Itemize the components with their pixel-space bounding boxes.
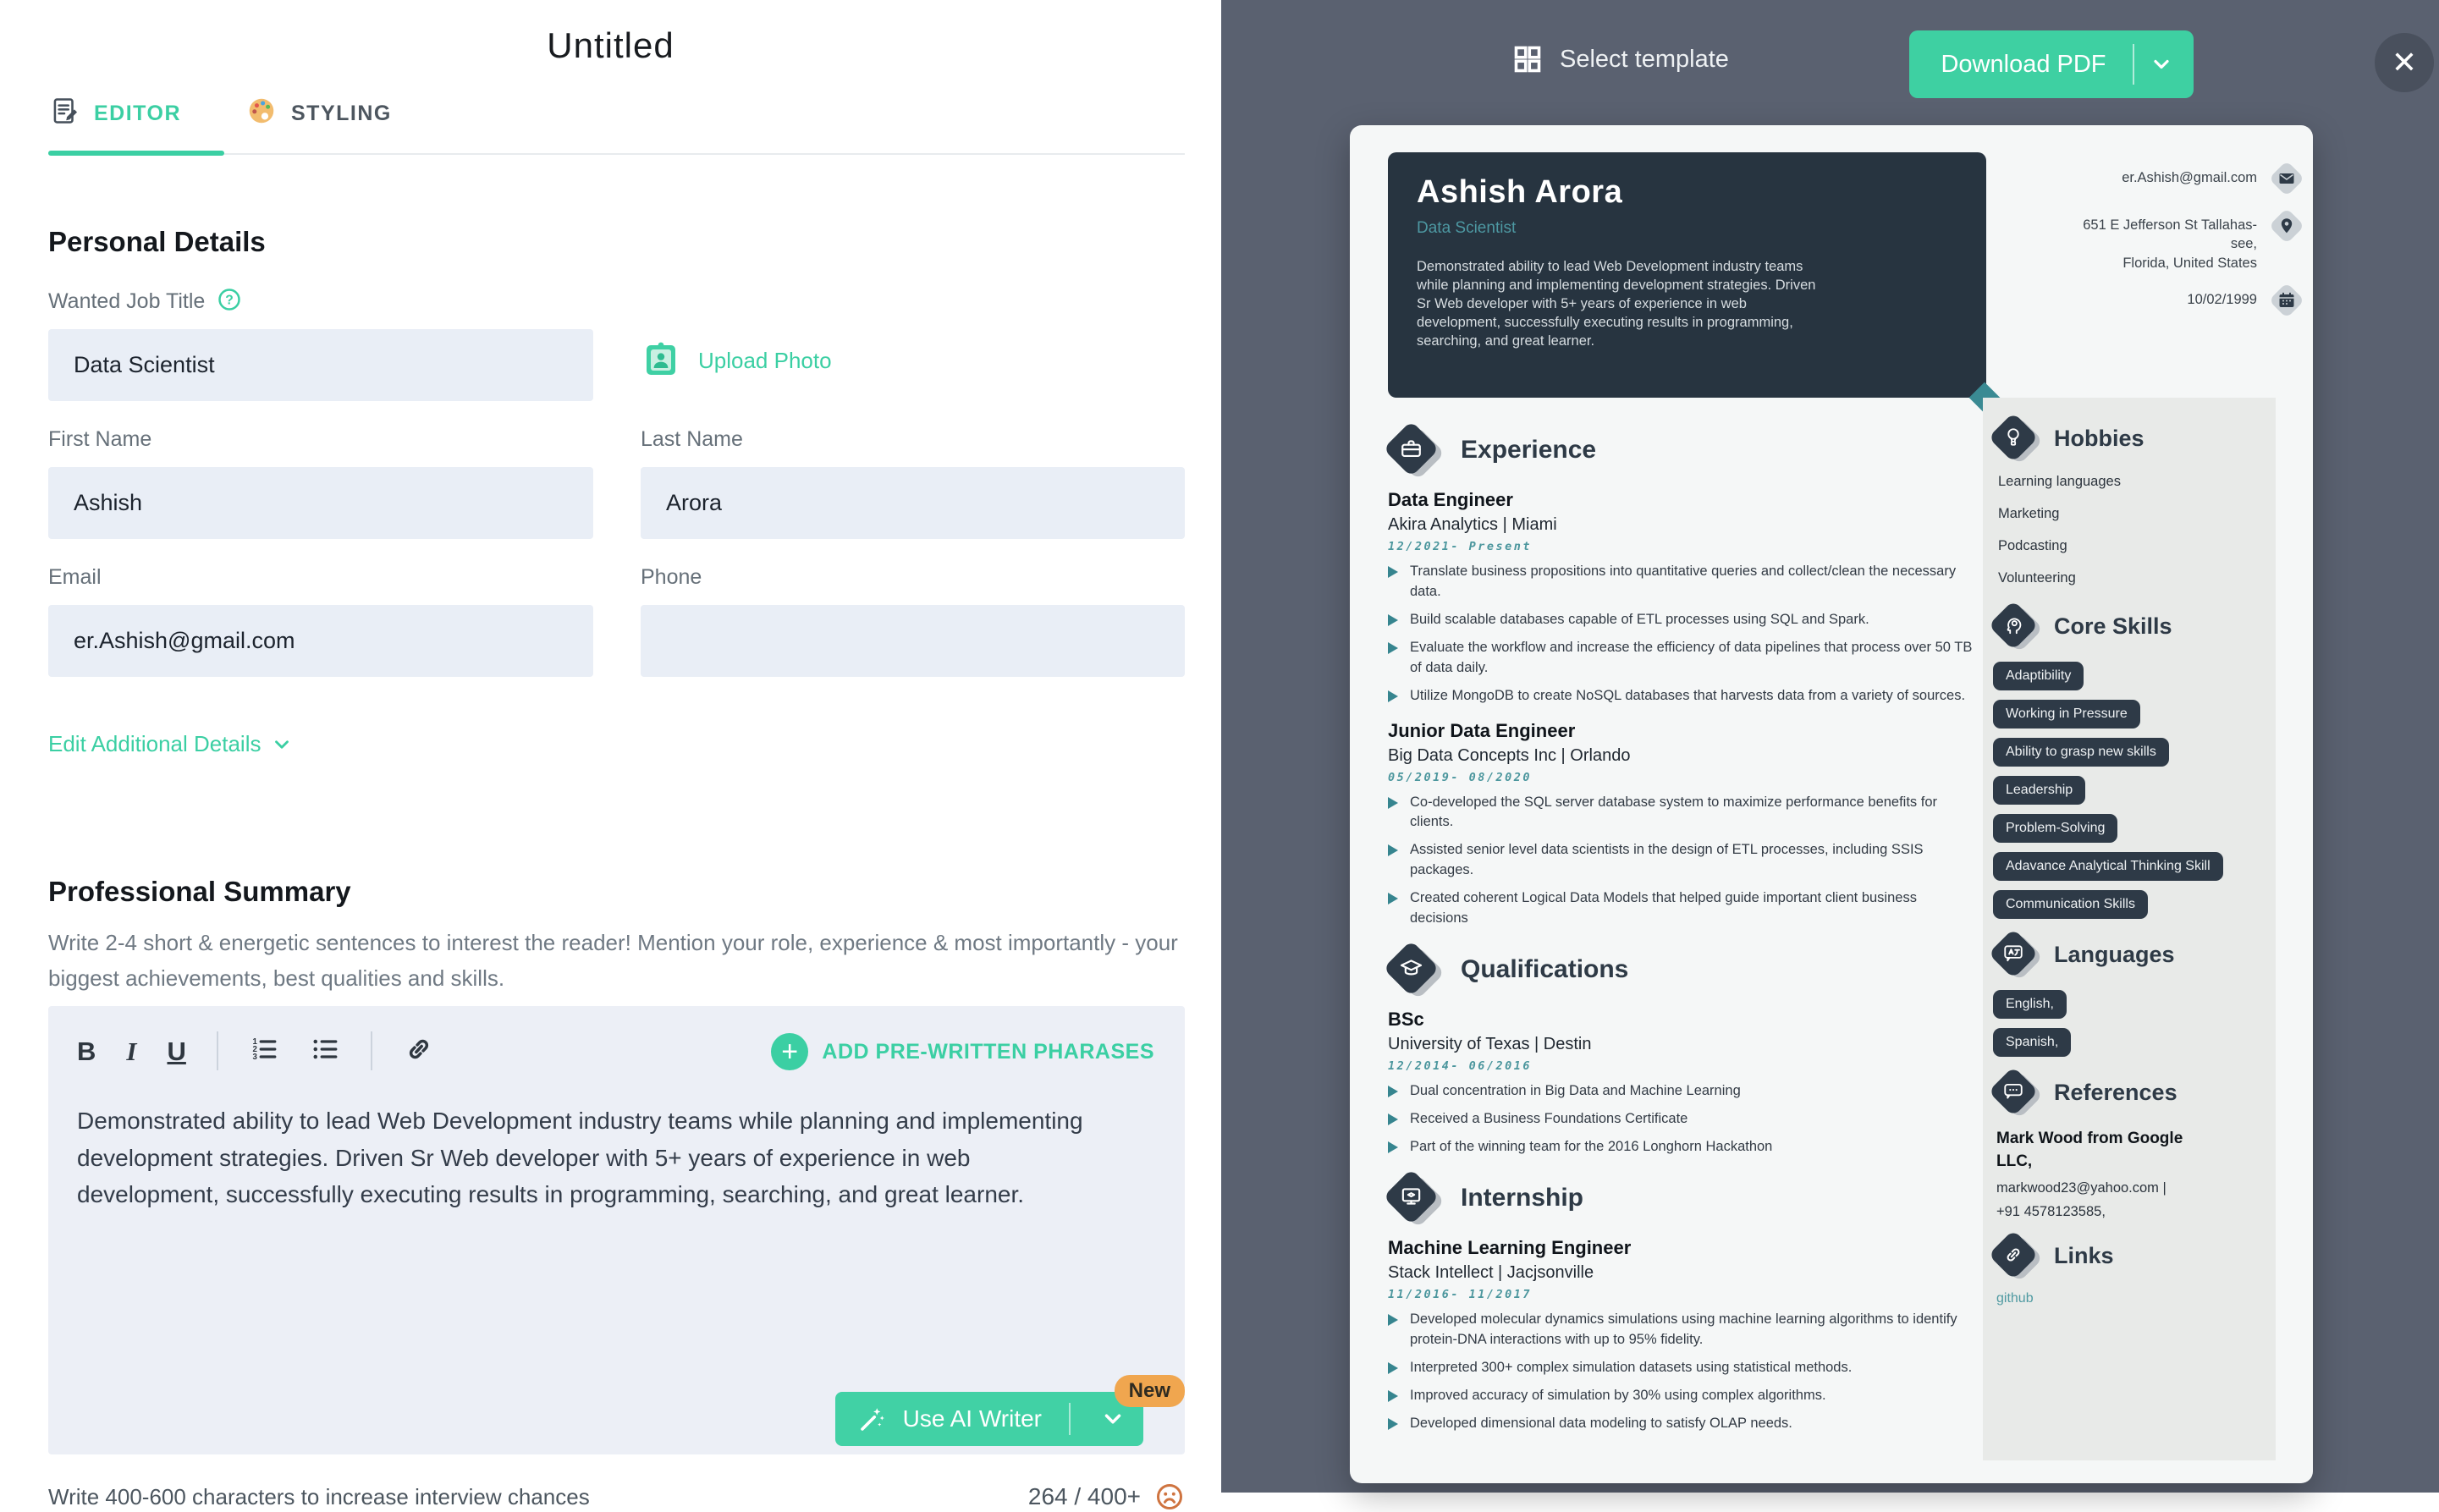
phone-label: Phone	[641, 564, 702, 589]
button-divider	[1069, 1403, 1071, 1435]
edit-additional-details-link[interactable]	[48, 731, 293, 757]
tab-editor[interactable]	[48, 95, 181, 133]
personal-details-section	[0, 226, 1221, 1512]
svg-text:3: 3	[252, 1052, 257, 1062]
contact-address: 651 E Jefferson St Tallahas- see, Florida, United States	[2083, 217, 2257, 271]
bullet-arrow-icon	[1388, 614, 1398, 626]
contact-address-row	[2001, 206, 2306, 272]
bold-button[interactable]: B	[77, 1036, 96, 1066]
school: University of Texas | Destin	[1388, 1035, 1592, 1054]
job-title: Machine Learning Engineer	[1388, 1236, 1632, 1258]
add-phrases-label: ADD PRE-WRITTEN PHARASES	[822, 1039, 1154, 1064]
references-section-head	[1993, 1069, 2262, 1116]
experience-heading: Experience	[1461, 436, 1597, 464]
resume-sidebar	[1983, 398, 2276, 1460]
core-skills-section-head	[1993, 602, 2262, 650]
bullet-arrow-icon	[1388, 1314, 1398, 1326]
bullet-item: Developed dimensional data modeling to satisfy OLAP needs.	[1388, 1414, 1974, 1434]
mail-icon	[2267, 159, 2306, 198]
languages-heading: Languages	[2054, 941, 2175, 967]
references-heading: References	[2054, 1079, 2177, 1105]
bullet-item: Assisted senior level data scientists in the design of ETL processes, including SSIS packages.	[1388, 840, 1974, 881]
last-name-input[interactable]	[641, 467, 1185, 539]
bullet-item: Build scalable databases capable of ETL processes using SQL and Spark.	[1388, 610, 1974, 630]
select-template-button[interactable]	[1512, 44, 1729, 74]
github-link[interactable]: github	[1996, 1291, 2034, 1306]
close-button[interactable]	[2375, 33, 2434, 92]
editor-tab-icon	[48, 95, 80, 133]
job-title: Data Engineer	[1388, 489, 1513, 510]
tab-bar	[48, 95, 1185, 155]
svg-text:?: ?	[225, 293, 234, 308]
chevron-down-icon[interactable]	[2134, 52, 2188, 76]
language-chip: Spanish,	[1993, 1028, 2071, 1057]
core-skills-heading: Core Skills	[2054, 613, 2172, 639]
resume-contact-block	[2001, 159, 2306, 328]
download-pdf-button[interactable]	[1909, 30, 2194, 98]
bullet-arrow-icon	[1388, 690, 1398, 702]
personal-details-heading: Personal Details	[48, 226, 266, 257]
toolbar-divider	[371, 1031, 372, 1070]
bullet-arrow-icon	[1388, 1113, 1398, 1125]
graduation-cap-icon	[1388, 943, 1442, 997]
skill-chip: Problem-Solving	[1993, 814, 2117, 843]
reference-name: Mark Wood from Google LLC,	[1996, 1130, 2183, 1170]
bullet-item: Utilize MongoDB to create NoSQL databases that harvests data from a variety of sources.	[1388, 686, 1974, 707]
job-title-label: Wanted Job Title	[48, 289, 206, 313]
summary-footer	[48, 1482, 1185, 1512]
phone-input[interactable]	[641, 605, 1185, 677]
bullet-arrow-icon	[1388, 844, 1398, 856]
professional-summary-heading: Professional Summary	[48, 876, 351, 907]
new-badge: New	[1115, 1375, 1185, 1407]
resume-main-column	[1388, 423, 1974, 1447]
briefcase-icon	[1388, 423, 1442, 477]
skill-chip: Leadership	[1993, 776, 2085, 805]
svg-text:1: 1	[252, 1036, 257, 1047]
links-section-head	[1993, 1232, 2262, 1279]
character-goal-hint: Write 400-600 characters to increase interview chances	[48, 1483, 590, 1509]
contact-birth-date: 10/02/1999	[2187, 291, 2257, 307]
language-chip: English,	[1993, 990, 2067, 1019]
bullet-item: Received a Business Foundations Certificate	[1388, 1109, 1974, 1130]
job-company: Stack Intellect | Jacjsonville	[1388, 1262, 1594, 1282]
upload-photo-icon	[641, 338, 681, 384]
hobbies-section-head	[1993, 415, 2262, 462]
email-input[interactable]	[48, 605, 593, 677]
resume-header	[1388, 152, 1986, 398]
contact-email-row	[2001, 159, 2306, 198]
job-dates: 05/2019- 08/2020	[1388, 770, 1533, 784]
summary-textarea[interactable]: Demonstrated ability to lead Web Development industry teams while planning and implementing development strategies. Driven Sr Web developer with 5+ years of experience in web development, successfully executing results in programming, searching, and great learner.	[77, 1108, 1083, 1207]
select-template-label: Select template	[1560, 45, 1729, 73]
job-title-field-group	[48, 289, 593, 401]
underline-button[interactable]: U	[167, 1036, 186, 1066]
active-tab-underline	[48, 151, 224, 156]
internship-board-icon	[1388, 1171, 1442, 1225]
language-bubble-icon	[1993, 931, 2040, 978]
chevron-down-icon[interactable]	[1091, 1406, 1135, 1432]
job-company: Big Data Concepts Inc | Orlando	[1388, 745, 1631, 765]
preview-panel	[1221, 0, 2439, 1493]
chain-link-icon	[1993, 1232, 2040, 1279]
italic-button[interactable]: I	[126, 1036, 137, 1066]
resume-summary: Demonstrated ability to lead Web Development industry teams while planning and implementing development strategies. Driven Sr Web developer with 5+ years of experience in web development, successfully executing results in programming, searching, and great learner.	[1417, 259, 1816, 349]
internship-heading: Internship	[1461, 1183, 1584, 1212]
resume-preview-page[interactable]	[1350, 125, 2313, 1483]
skill-chip: Ability to grasp new skills	[1993, 738, 2169, 767]
contact-birthdate-row	[2001, 281, 2306, 320]
bullet-arrow-icon	[1388, 893, 1398, 904]
bullet-list-button[interactable]	[310, 1034, 340, 1069]
download-pdf-label: Download PDF	[1941, 50, 2106, 78]
job-title: Junior Data Engineer	[1388, 719, 1576, 741]
contact-email: er.Ashish@gmail.com	[2122, 170, 2257, 185]
location-pin-icon	[2267, 206, 2306, 245]
editor-panel	[0, 0, 1221, 1510]
degree: BSc	[1388, 1009, 1424, 1031]
bullet-item: Evaluate the workflow and increase the efficiency of data pipelines that process over 50 TB of data daily.	[1388, 638, 1974, 679]
help-icon[interactable]	[217, 287, 242, 316]
speech-bubble-icon	[1993, 1069, 2040, 1116]
education-entry	[1388, 1009, 1974, 1157]
email-field-group	[48, 564, 593, 677]
svg-text:2: 2	[252, 1044, 257, 1054]
plus-icon: +	[771, 1033, 808, 1070]
calendar-icon	[2267, 281, 2306, 320]
hobby-item: Volunteering	[1998, 570, 2076, 586]
hobby-item: Podcasting	[1998, 538, 2067, 553]
close-icon: ✕	[2391, 45, 2418, 80]
styling-palette-icon	[245, 95, 278, 133]
qualifications-section	[1388, 943, 1974, 1157]
bullet-arrow-icon	[1388, 1418, 1398, 1430]
template-grid-icon	[1512, 44, 1543, 74]
tab-styling-label: STYLING	[291, 102, 392, 125]
last-name-field-group	[641, 426, 1185, 539]
hobbies-heading: Hobbies	[2054, 425, 2144, 451]
magic-wand-icon	[857, 1404, 888, 1434]
bullet-item: Co-developed the SQL server database system to maximize performance benefits for clients.	[1388, 793, 1974, 833]
use-ai-writer-button[interactable]	[835, 1392, 1143, 1446]
bullet-arrow-icon	[1388, 1086, 1398, 1097]
edit-additional-label: Edit Additional Details	[48, 731, 262, 756]
upload-photo-label: Upload Photo	[698, 348, 832, 373]
summary-editor	[48, 1006, 1185, 1454]
hot-air-balloon-icon	[1993, 415, 2040, 462]
tab-editor-label: EDITOR	[94, 102, 181, 125]
skill-chip: Working in Pressure	[1993, 700, 2140, 729]
job-company: Akira Analytics | Miami	[1388, 515, 1557, 534]
first-name-label: First Name	[48, 426, 152, 451]
bullet-arrow-icon	[1388, 566, 1398, 578]
bullet-item: Improved accuracy of simulation by 30% using complex algorithms.	[1388, 1386, 1974, 1406]
summary-hint-text: Write 2-4 short & energetic sentences to interest the reader! Mention your role, experience & most importantly - your biggest achievements, best qualities and skills.	[48, 930, 1178, 992]
resume-job-title: Data Scientist	[1417, 219, 1517, 237]
languages-section-head	[1993, 931, 2262, 978]
experience-section	[1388, 423, 1974, 929]
links-heading: Links	[2054, 1242, 2114, 1268]
internship-section	[1388, 1171, 1974, 1434]
bullet-arrow-icon	[1388, 1141, 1398, 1153]
bullet-item: Created coherent Logical Data Models that helped guide important client business decisions	[1388, 888, 1974, 929]
ai-writer-label: Use AI Writer	[902, 1405, 1042, 1432]
last-name-label: Last Name	[641, 426, 743, 451]
document-title[interactable]: Untitled	[547, 25, 674, 65]
toolbar-divider	[217, 1031, 218, 1070]
bullet-item: Dual concentration in Big Data and Machine Learning	[1388, 1081, 1974, 1102]
bullet-item: Developed molecular dynamics simulations using machine learning algorithms to identify protein-DNA interactions with up to 95% fidelity.	[1388, 1310, 1974, 1350]
hobby-item: Learning languages	[1998, 474, 2121, 489]
character-counter: 264 / 400+	[1027, 1483, 1141, 1510]
bullet-item: Part of the winning team for the 2016 Longhorn Hackathon	[1388, 1137, 1974, 1157]
add-pre-written-phrases-button[interactable]	[771, 1033, 1154, 1070]
bullet-item: Translate business propositions into quantitative queries and collect/clean the necessary data.	[1388, 562, 1974, 602]
skill-chip: Adavance Analytical Thinking Skill	[1993, 852, 2223, 881]
job-dates: 11/2016- 11/2017	[1388, 1287, 1533, 1301]
ordered-list-button[interactable]	[249, 1034, 279, 1069]
bullet-arrow-icon	[1388, 797, 1398, 809]
qualifications-heading: Qualifications	[1461, 955, 1629, 984]
job-title-input[interactable]	[48, 329, 593, 401]
chevron-down-icon	[271, 734, 293, 756]
email-label: Email	[48, 564, 102, 589]
reference-phone: +91 4578123585,	[1996, 1204, 2106, 1220]
first-name-field-group	[48, 426, 593, 539]
bullet-item: Interpreted 300+ complex simulation datasets using statistical methods.	[1388, 1358, 1974, 1378]
brain-head-icon	[1993, 602, 2040, 650]
skill-chip: Communication Skills	[1993, 890, 2148, 919]
hobby-item: Marketing	[1998, 506, 2060, 521]
tab-styling[interactable]	[245, 95, 392, 133]
first-name-input[interactable]	[48, 467, 593, 539]
bullet-arrow-icon	[1388, 1362, 1398, 1374]
skill-chip: Adaptibility	[1993, 662, 2084, 690]
link-button[interactable]	[403, 1033, 435, 1069]
reference-email: markwood23@yahoo.com |	[1996, 1180, 2166, 1196]
sad-face-icon	[1154, 1482, 1185, 1512]
job-entry	[1388, 489, 1974, 707]
resume-name: Ashish Arora	[1417, 174, 1623, 210]
upload-photo-button[interactable]	[641, 338, 1185, 384]
bullet-arrow-icon	[1388, 642, 1398, 654]
phone-field-group	[641, 564, 1185, 677]
job-entry	[1388, 720, 1974, 930]
internship-entry	[1388, 1237, 1974, 1434]
education-dates: 12/2014- 06/2016	[1388, 1059, 1533, 1074]
job-dates: 12/2021- Present	[1388, 540, 1533, 553]
bullet-arrow-icon	[1388, 1390, 1398, 1402]
